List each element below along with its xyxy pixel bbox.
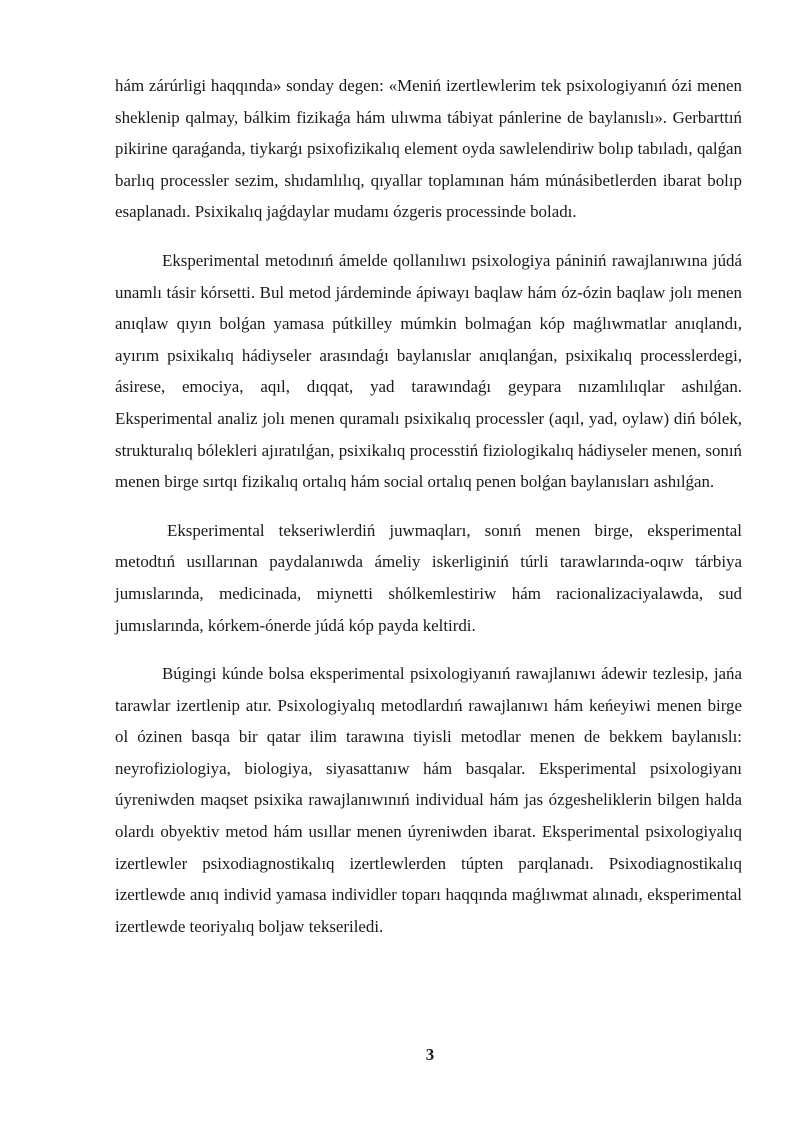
paragraph-1: hám zárúrligi haqqında» sonday degen: «Meniń izertlewlerim tek psixologiyanıń ózi menen sheklenip qalmay, bálkim fizikaǵa hám ulıwma tábiyat pánlerine de baylanıslı». Gerbarttıń pikirine qaraǵanda, tiykarǵı psixofizikalıq element oyda sawlelendiriw bolıp tabıladı, qalǵan barlıq processler sezim, shıdamlılıq, qıyallar toplamınan hám múnásibetlerden ibarat bolıp esaplanadı. Psixikalıq jaǵdaylar mudamı ózgeris processinde boladı.	[115, 76, 742, 222]
paragraph-4: Búgingi kúnde bolsa eksperimental psixologiyanıń rawajlanıwı ádewir tezlesip, jańa tarawlar izertlenip atır. Psixologiyalıq metodlardıń rawajlanıwı hám keńeyiwi menen birge ol ózinen basqa bir qatar ilim tarawına tiyisli metodlar menen de bekkem baylanıslı: neyrofiziologiya, biologiya, siyasattanıw hám basqalar. Eksperimental psixologiyanı úyreniwden maqset psixika rawajlanıwınıń individual hám jas ózgesheliklerin bilgen halda olardı obyektiv metod hám usıllar menen úyreniwden ibarat. Eksperimental psixologiyalıq izertlewler psixodiagnostikalıq izertlewlerden túpten parqlanadı. Psixodiagnostikalıq izertlewde anıq individ yamasa individler toparı haqqında maǵlıwmat alınadı, eksperimental izertlewde teoriyalıq boljaw tekseriledi.	[115, 664, 742, 936]
paragraph-3: Eksperimental tekseriwlerdiń juwmaqları, sonıń menen birge, eksperimental metodtıń usıllarınan paydalanıwda ámeliy iskerliginiń túrli tarawlarında-oqıw tárbiya jumıslarında, medicinada, miynetti shólkemlestiriw hám racionalizaciyalawda, sud jumıslarında, kórkem-ónerde júdá kóp payda keltirdi.	[115, 520, 742, 635]
page-number: 3	[425, 1045, 435, 1064]
paragraph-2: Eksperimental metodınıń ámelde qollanılıwı psixologiya pániniń rawajlanıwına júdá unamlı tásir kórsetti. Bul metod járdeminde ápiwayı baqlaw hám óz-ózin baqlaw jolı menen anıqlaw qıyın bolǵan yamasa pútkilley múmkin bolmaǵan kóp maǵlıwmatlar anıqlandı, ayırım psixikalıq hádiyseler arasındaǵı baylanıslar anıqlanǵan, psixikalıq processlerdegi, ásirese, emociya, aqıl, dıqqat, yad tarawındaǵı geypara nızamlılıqlar ashılǵan. Eksperimental analiz jolı menen quramalı psixikalıq processler (aqıl, yad, oylaw) diń bólek, strukturalıq bólekleri ajıratılǵan, psixikalıq processtiń fiziologikalıq hádiyseler menen, sonıń menen birge sırtqı fizikalıq ortalıq hám social ortalıq penen bolǵan baylanısları ashılǵan.	[115, 250, 742, 492]
document-page	[115, 70, 742, 942]
